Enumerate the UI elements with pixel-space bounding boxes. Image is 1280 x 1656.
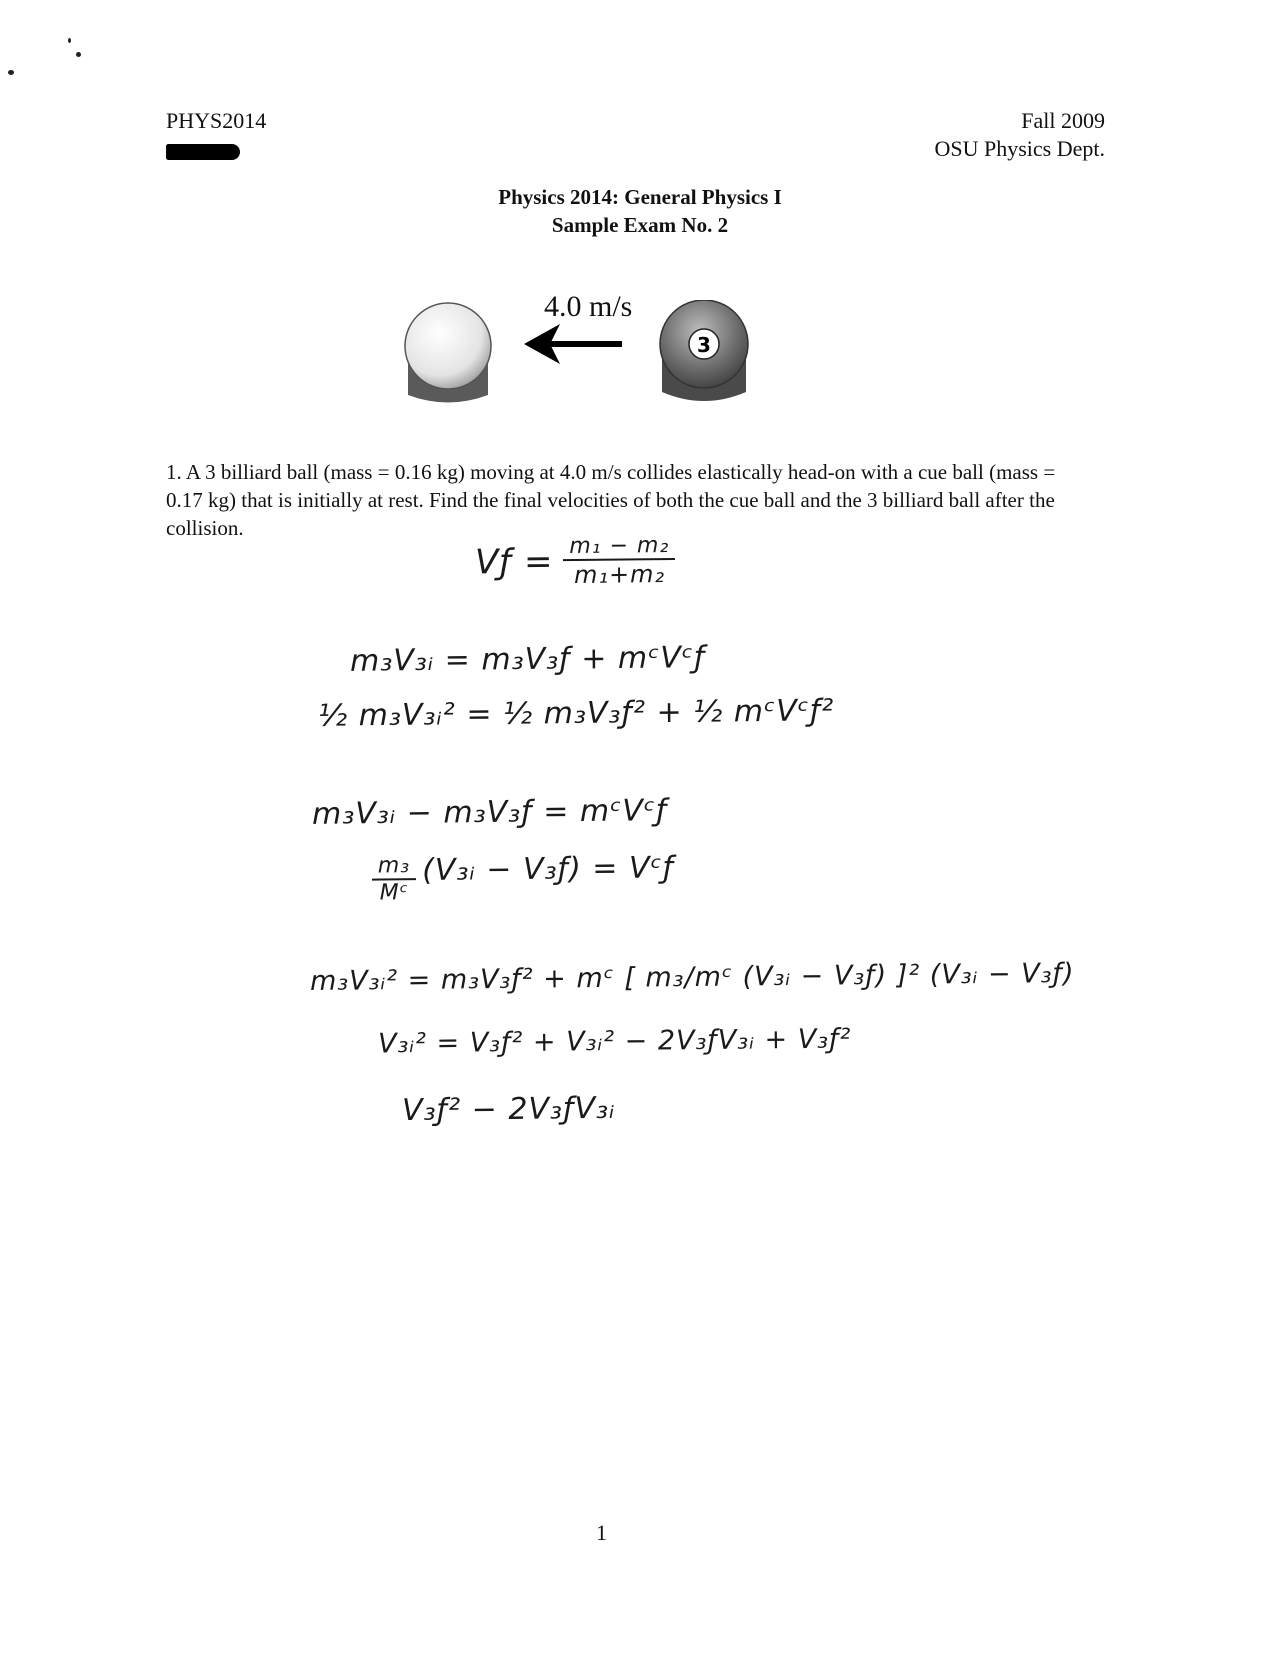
vf-numerator: m₁ − m₂ <box>563 533 675 561</box>
vf-fraction <box>563 533 675 589</box>
cue-ball <box>405 303 491 403</box>
scan-speck <box>76 52 81 57</box>
cue-velocity-expression <box>372 850 675 905</box>
mass-ratio-denominator: Mᶜ <box>379 880 409 906</box>
momentum-rearranged: m₃V₃ᵢ − m₃V₃ƒ = mᶜVᶜƒ <box>311 793 668 832</box>
energy-substituted: m₃V₃ᵢ² = m₃V₃ƒ² + mᶜ [ m₃/mᶜ (V₃ᵢ − V₃ƒ) ]² (V₃ᵢ − V₃ƒ) <box>309 957 1075 998</box>
exam-title-line2: Sample Exam No. 2 <box>551 213 729 237</box>
three-ball <box>660 300 748 401</box>
ball-number: 3 <box>697 333 711 357</box>
energy-equation: ½ m₃V₃ᵢ² = ½ m₃V₃ƒ² + ½ mᶜVᶜƒ² <box>317 693 835 734</box>
page-number: 1 <box>596 1520 607 1545</box>
mass-ratio-numerator: m₃ <box>372 853 417 880</box>
course-code: PHYS2014 <box>166 108 267 133</box>
simplified-expression: V₃ƒ² − 2V₃ƒV₃ᵢ <box>401 1090 616 1129</box>
mass-ratio <box>372 853 417 905</box>
term: Fall 2009 <box>1021 108 1105 133</box>
left-arrow-icon <box>524 324 622 364</box>
energy-expanded: V₃ᵢ² = V₃ƒ² + V₃ᵢ² − 2V₃ƒV₃ᵢ + V₃ƒ² <box>377 1023 852 1060</box>
redaction-mark <box>166 144 240 160</box>
scan-speck <box>8 70 14 75</box>
exam-title <box>340 183 940 239</box>
scan-speck <box>68 38 71 43</box>
vf-lhs: Vƒ = <box>474 541 554 583</box>
handwritten-formula-vf <box>475 533 676 590</box>
collision-figure <box>400 300 820 430</box>
momentum-equation: m₃V₃ᵢ = m₃V₃ƒ + mᶜVᶜƒ <box>349 640 706 679</box>
cue-velocity-rest: (V₃ᵢ − V₃ƒ) = Vᶜƒ <box>421 849 675 888</box>
exam-title-line1: Physics 2014: General Physics I <box>498 185 782 209</box>
vf-denominator: m₁+m₂ <box>573 560 666 590</box>
question-text: 1. A 3 billiard ball (mass = 0.16 kg) moving at 4.0 m/s collides elastically head-on with a cue ball (mass = 0.17 kg) that is initially at rest. Find the final velocities of both the cue ball and the 3 billiard ball after the collision. <box>166 460 1056 540</box>
department: OSU Physics Dept. <box>934 136 1105 161</box>
velocity-label: 4.0 m/s <box>544 290 633 323</box>
